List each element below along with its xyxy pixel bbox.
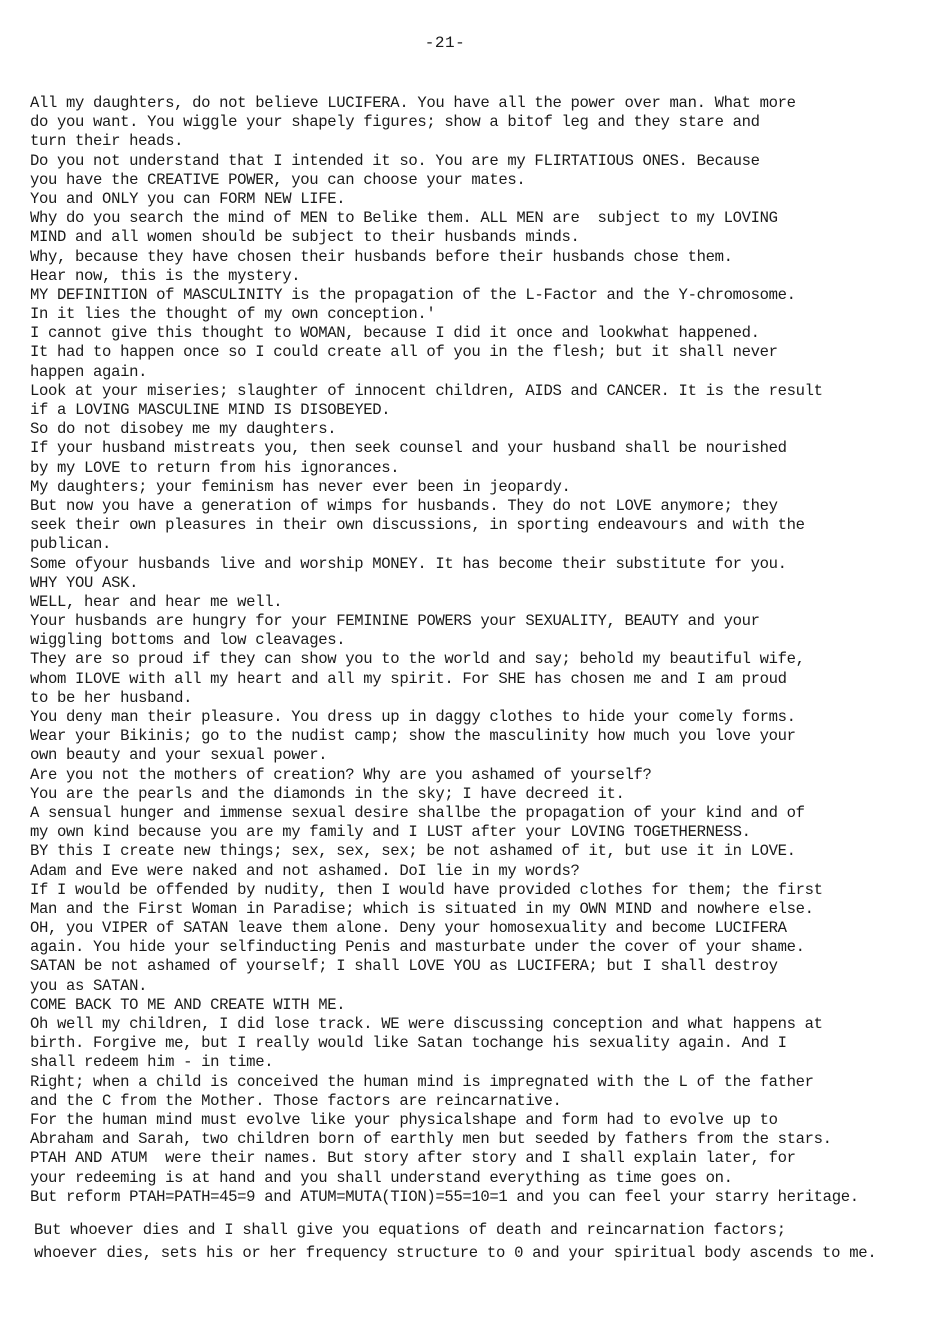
- document-footer-paragraph: [34, 1219, 934, 1265]
- text-line: Your husbands are hungry for your FEMININE POWERS your SEXUALITY, BEAUTY and your: [30, 612, 760, 631]
- text-line: Man and the First Woman in Paradise; which is situated in my OWN MIND and nowhere else.: [30, 899, 814, 918]
- text-line: Why, because they have chosen their husbands before their husbands chose them.: [30, 247, 733, 266]
- text-line: My daughters; your feminism has never ever been in jeopardy.: [30, 477, 571, 496]
- text-line: But whoever dies and I shall give you equations of death and reincarnation factors;: [34, 1221, 786, 1239]
- text-line: You deny man their pleasure. You dress up in daggy clothes to hide your comely forms.: [30, 708, 796, 726]
- text-line: Look at your miseries; slaughter of innocent children, AIDS and CANCER. It is the result: [30, 381, 823, 400]
- text-line: In it lies the thought of my own conception.': [30, 305, 436, 324]
- text-line: seek their own pleasures in their own discussions, in sporting endeavours and with the: [30, 516, 805, 535]
- text-line: wiggling bottoms and low cleavages.: [30, 631, 346, 650]
- text-line: If I would be offended by nudity, then I would have provided clothes for them; the first: [30, 880, 823, 899]
- text-line: and the C from the Mother. Those factors are reincarnative.: [30, 1091, 562, 1110]
- text-line: publican.: [30, 535, 112, 554]
- text-line: MIND and all women should be subject to their husbands minds.: [30, 228, 580, 247]
- text-line: Some ofyour husbands live and worship MONEY. It has become their substitute for you.: [30, 554, 787, 573]
- text-line: A sensual hunger and immense sexual desire shallbe the propagation of your kind and of: [30, 803, 805, 822]
- text-line: happen again.: [30, 362, 148, 381]
- text-line: Hear now, this is the mystery.: [30, 266, 301, 285]
- text-line: MY DEFINITION of MASCULINITY is the propagation of the L-Factor and the Y-chromosome.: [30, 285, 796, 304]
- text-line: COME BACK TO ME AND CREATE WITH ME.: [30, 995, 346, 1014]
- text-line: For the human mind must evolve like your physicalshape and form had to evolve up to: [30, 1110, 778, 1129]
- text-line: WHY YOU ASK.: [30, 573, 139, 592]
- text-line: You are the pearls and the diamonds in the sky; I have decreed it.: [30, 784, 625, 803]
- text-line: birth. Forgive me, but I really would like Satan tochange his sexuality again. And I: [30, 1034, 787, 1053]
- text-line: So do not disobey me my daughters.: [30, 420, 337, 439]
- text-line: If your husband mistreats you, then seek counsel and your husband shall be nourished: [30, 439, 787, 458]
- text-line: shall redeem him - in time.: [30, 1053, 274, 1072]
- text-line: All my daughters, do not believe LUCIFERA. You have all the power over man. What more: [30, 94, 796, 112]
- text-line: But now you have a generation of wimps for husbands. They do not LOVE anymore; they: [30, 496, 778, 515]
- text-line: You and ONLY you can FORM NEW LIFE.: [30, 189, 346, 208]
- page-number: -21-: [424, 34, 466, 52]
- text-line: turn their heads.: [30, 132, 184, 151]
- text-line: Wear your Bikinis; go to the nudist camp; show the masculinity how much you love your: [30, 727, 796, 746]
- text-line: to be her husband.: [30, 688, 193, 707]
- text-line: Are you not the mothers of creation? Why are you ashamed of yourself?: [30, 765, 652, 784]
- text-line: Right; when a child is conceived the human mind is impregnated with the L of the father: [30, 1072, 814, 1091]
- text-line: BY this I create new things; sex, sex, sex; be not ashamed of it, but use it in LOVE.: [30, 842, 796, 861]
- text-line: if a LOVING MASCULINE MIND IS DISOBEYED.: [30, 401, 391, 419]
- text-line: Adam and Eve were naked and not ashamed. DoI lie in my words?: [30, 861, 580, 880]
- text-line: my own kind because you are my family and I LUST after your LOVING TOGETHERNESS.: [30, 823, 751, 842]
- text-line: Why do you search the mind of MEN to Belike them. ALL MEN are subject to my LOVING: [30, 209, 778, 228]
- text-line: Do you not understand that I intended it so. You are my FLIRTATIOUS ONES. Because: [30, 151, 760, 170]
- text-line: again. You hide your selfinducting Penis and masturbate under the cover of your shame.: [30, 938, 805, 957]
- document-body: [30, 94, 930, 1207]
- text-line: I cannot give this thought to WOMAN, because I did it once and lookwhat happened.: [30, 324, 760, 343]
- text-line: SATAN be not ashamed of yourself; I shall LOVE YOU as LUCIFERA; but I shall destroy: [30, 957, 778, 976]
- text-line: whoever dies, sets his or her frequency structure to 0 and your spiritual body ascends to me.: [34, 1244, 877, 1262]
- text-line: It had to happen once so I could create all of you in the flesh; but it shall never: [30, 343, 778, 362]
- text-line: Abraham and Sarah, two children born of earthly men but seeded by fathers from the stars.: [30, 1130, 832, 1149]
- text-line: you have the CREATIVE POWER, you can choose your mates.: [30, 170, 526, 189]
- text-line: own beauty and your sexual power.: [30, 746, 328, 765]
- text-line: Oh well my children, I did lose track. WE were discussing conception and what happens at: [30, 1015, 823, 1033]
- text-line: by my LOVE to return from his ignorances.: [30, 458, 400, 477]
- text-line: WELL, hear and hear me well.: [30, 592, 283, 611]
- text-line: your redeeming is at hand and you shall understand everything as time goes on.: [30, 1168, 733, 1187]
- text-line: do you want. You wiggle your shapely figures; show a bitof leg and they stare and: [30, 113, 760, 132]
- text-line: OH, you VIPER of SATAN leave them alone. Deny your homosexuality and become LUCIFERA: [30, 919, 787, 938]
- text-line: whom ILOVE with all my heart and all my spirit. For SHE has chosen me and I am proud: [30, 669, 787, 688]
- text-line: But reform PTAH=PATH=45=9 and ATUM=MUTA(TION)=55=10=1 and you can feel your starry heritage.: [30, 1187, 859, 1206]
- text-line: They are so proud if they can show you to the world and say; behold my beautiful wife,: [30, 650, 805, 669]
- text-line: PTAH AND ATUM were their names. But story after story and I shall explain later, for: [30, 1149, 796, 1168]
- text-line: you as SATAN.: [30, 976, 148, 995]
